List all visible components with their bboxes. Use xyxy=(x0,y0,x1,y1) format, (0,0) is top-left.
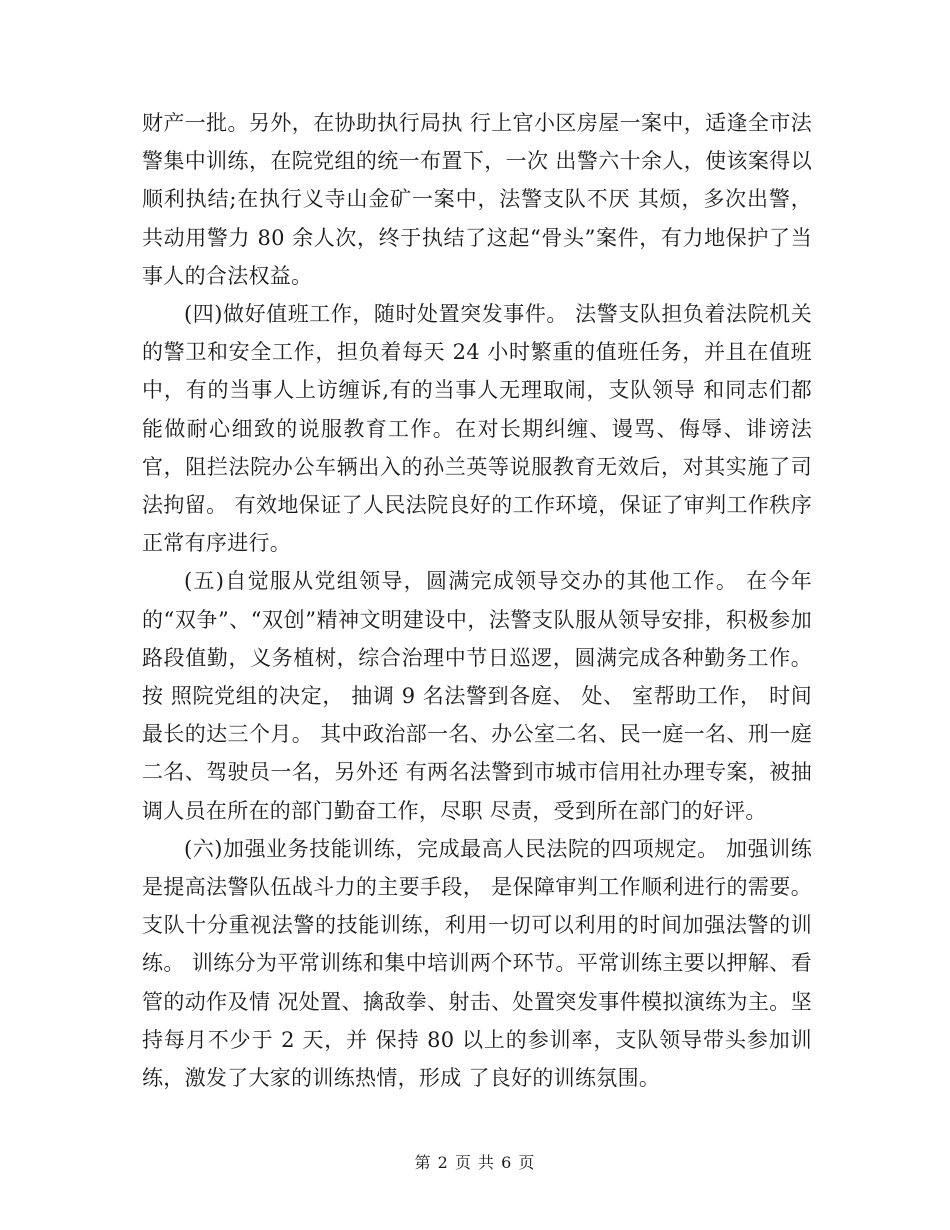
page-footer xyxy=(0,1150,950,1173)
paragraph-duty-work: (四)做好值班工作，随时处置突发事件。 法警支队担负着法院机关的警卫和安全工作，担负着每天 24 小时繁重的值班任务，并且在值班中，有的当事人上访缠诉,有的当事人无理取闹，支队领导 和同志们都能做耐心细致的说服教育工作。在对长期纠缠、谩骂、侮辱、诽谤法 官，阻拦法院办公车辆出入的孙兰英等说服教育无效后，对其实施了司法拘留。 有效地保证了人民法院良好的工作环境，保证了审判工作秩序正常有序进行。 xyxy=(142,302,812,556)
page-number-indicator: 第 2 页 共 6 页 xyxy=(414,1153,536,1172)
paragraph-party-leadership: (五)自觉服从党组领导，圆满完成领导交办的其他工作。 在今年的“双争”、“双创”精神文明建设中，法警支队服从领导安排，积极参加路段值勤，义务植树，综合治理中节日巡逻，圆满完成各种勤务工作。按 照院党组的决定， 抽调 9 名法警到各庭、 处、 室帮助工作， 时间最长的达三个月。 其中政治部一名、办公室二名、民一庭一名、刑一庭二名、驾驶员一名，另外还 有两名法警到市城市信用社办理专案，被抽调人员在所在的部门勤奋工作，尽职 尽责，受到所在部门的好评。 xyxy=(142,569,812,823)
paragraph-property-seizure: 财产一批。另外，在协助执行局执 行上官小区房屋一案中，适逢全市法警集中训练，在院党组的统一布置下，一次 出警六十余人，使该案得以顺利执结;在执行义寺山金矿一案中，法警支队不厌 其烦，多次出警，共动用警力 80 余人次，终于执结了这起“骨头”案件，有力地保护了当事人的合法权益。 xyxy=(142,111,812,288)
paragraph-skills-training: (六)加强业务技能训练，完成最高人民法院的四项规定。 加强训练是提高法警队伍战斗力的主要手段， 是保障审判工作顺利进行的需要。支队十分重视法警的技能训练，利用一切可以利用的时间加强法警的训练。 训练分为平常训练和集中培训两个环节。平常训练主要以押解、看管的动作及情 况处置、擒敌拳、射击、处置突发事件模拟演练为主。坚持每月不少于 2 天，并 保持 80 以上的参训率，支队领导带头参加训练，激发了大家的训练热情，形成 了良好的训练氛围。 xyxy=(142,836,812,1091)
document-body xyxy=(142,104,812,1097)
